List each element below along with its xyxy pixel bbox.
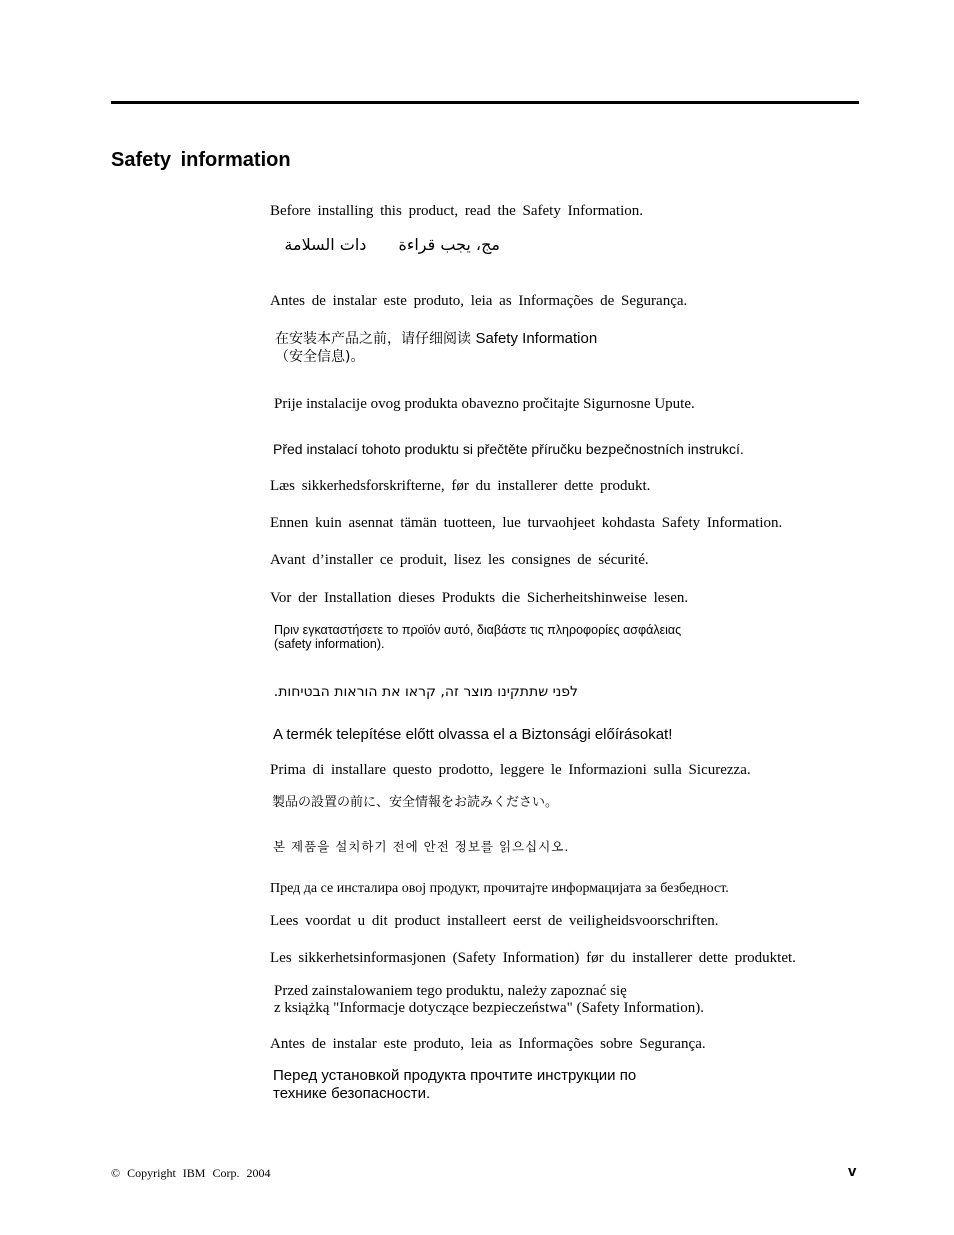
footer-page-number: v [848, 1163, 857, 1180]
para-chinese-simplified [275, 330, 597, 366]
para-japanese: 製品の設置の前に、安全情報をお読みください。 [272, 795, 559, 810]
para-german: Vor der Installation dieses Produkts die Sicherheitshinweise lesen. [270, 590, 689, 606]
para-italian: Prima di installare questo prodotto, leggere le Informazioni sulla Sicurezza. [270, 762, 751, 778]
para-finnish: Ennen kuin asennat tämän tuotteen, lue turvaohjeet kohdasta Safety Information. [270, 515, 783, 531]
para-korean: 본 제품을 설치하기 전에 안전 정보를 읽으십시오. [273, 839, 570, 854]
top-rule [111, 101, 859, 104]
para-portuguese-br: Antes de instalar este produto, leia as Informações de Segurança. [270, 293, 688, 309]
para-macedonian: Пред да се инсталира овој продукт, прочитајте информацијата за безбедност. [270, 881, 729, 896]
greek-line2: (safety information). [274, 637, 385, 651]
para-polish [274, 983, 704, 1017]
arabic-part-a: مج، يجب قراءة [398, 235, 500, 254]
para-french: Avant d’installer ce produit, lisez les consignes de sécurité. [270, 552, 649, 568]
footer-copyright: © Copyright IBM Corp. 2004 [111, 1166, 271, 1180]
russian-line2: технике безопасности. [273, 1085, 431, 1102]
chinese-latin: Safety Information [475, 330, 598, 347]
para-english: Before installing this product, read the Safety Information. [270, 203, 643, 219]
page-title: Safety information [111, 149, 291, 171]
polish-line2: z książką "Informacje dotyczące bezpieczeństwa" (Safety Information). [274, 1000, 704, 1016]
para-croatian: Prije instalacije ovog produkta obavezno pročitajte Sigurnosne Upute. [274, 396, 695, 412]
russian-line1: Перед установкой продукта прочтите инструкции по [273, 1067, 637, 1084]
para-hungarian: A termék telepítése előtt olvassa el a Biztonsági előírásokat! [273, 726, 673, 743]
para-greek [274, 623, 681, 651]
para-dutch: Lees voordat u dit product installeert eerst de veiligheidsvoorschriften. [270, 913, 719, 929]
chinese-line1: 在安装本产品之前，请仔细阅读 [275, 331, 471, 347]
para-danish: Læs sikkerhedsforskrifterne, før du installerer dette produkt. [270, 478, 651, 494]
para-russian [273, 1067, 636, 1103]
arabic-part-b: دات السلامة [284, 235, 367, 254]
para-hebrew: לפני שתתקינו מוצר זה, קראו את הוראות הבטיחות. [273, 684, 578, 700]
para-norwegian: Les sikkerhetsinformasjonen (Safety Information) før du installerer dette produktet. [270, 950, 796, 966]
para-czech: Před instalací tohoto produktu si přečtěte příručku bezpečnostních instrukcí. [273, 441, 744, 457]
para-portuguese-pt: Antes de instalar este produto, leia as Informações sobre Segurança. [270, 1036, 706, 1052]
polish-line1: Przed zainstalowaniem tego produktu, należy zapoznać się [274, 983, 627, 999]
chinese-line2: （安全信息)。 [275, 349, 365, 365]
greek-line1: Πριν εγκαταστήσετε το προϊόν αυτό, διαβάστε τις πληροφορίες ασφάλειας [274, 623, 682, 637]
para-arabic [270, 236, 500, 253]
